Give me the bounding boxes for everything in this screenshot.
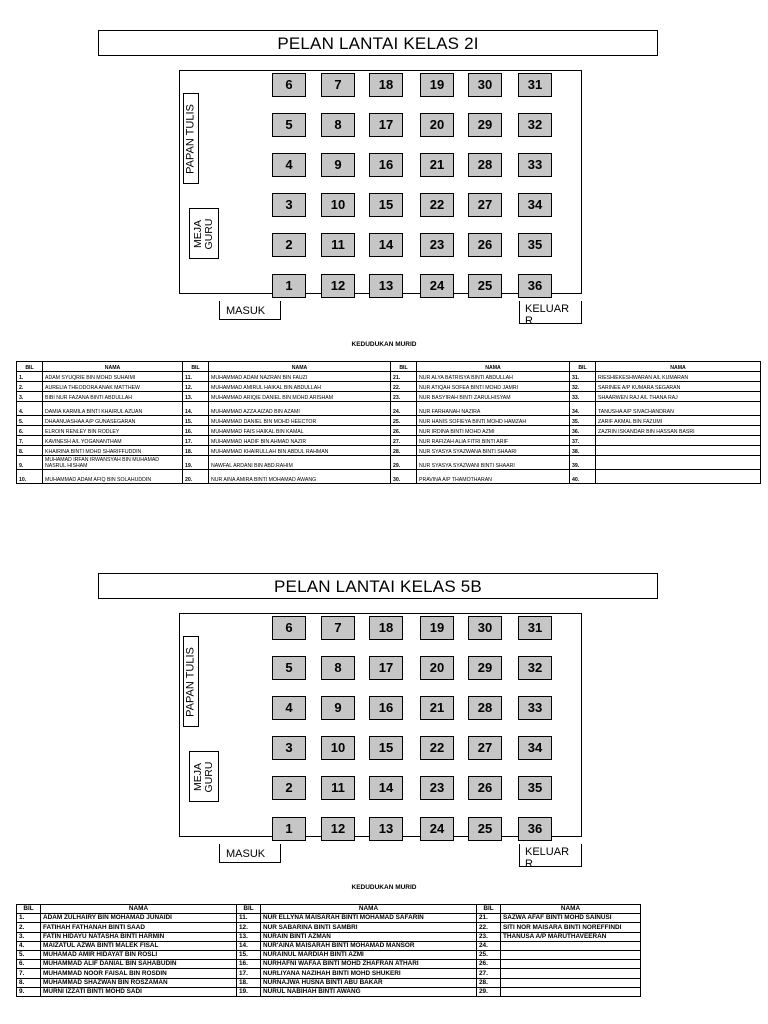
cell-name: MUHAMMAD SHAZWAN BIN ROSZAMAN <box>41 978 237 987</box>
cell-name: SAZWA AFAF BINTI MOHD SAINUSI <box>501 914 641 923</box>
cell-name: SHAARWEN RAJ A/L THANA RAJ <box>596 392 761 402</box>
cell-name <box>596 470 761 484</box>
cell-number: 3. <box>17 932 41 941</box>
seat-27: 27 <box>468 193 502 217</box>
seat-5: 5 <box>272 113 306 137</box>
seat-17: 17 <box>369 656 403 680</box>
cell-name: MUHAMMAD HADIF BIN AHMAD NAZIR <box>209 436 391 446</box>
seat-24: 24 <box>420 817 454 841</box>
cell-number: 12. <box>183 382 209 392</box>
table-row <box>17 941 641 950</box>
cell-number: 14. <box>237 941 261 950</box>
cell-name: ZARIF AKMAL BIN FAZUMI <box>596 416 761 426</box>
seat-25: 25 <box>468 274 502 298</box>
cell-name: ELROIN RENLEY BIN RODLEY <box>43 426 183 436</box>
cell-number: 15. <box>183 416 209 426</box>
cell-number: 1. <box>17 914 41 923</box>
cell-number: 22. <box>391 382 417 392</box>
cell-name: ADAM SYUQRIE BIN MOHD SUHAIMI <box>43 372 183 382</box>
seat-9: 9 <box>321 153 355 177</box>
cell-name <box>501 950 641 959</box>
seat-28: 28 <box>468 153 502 177</box>
cell-name: FATIHAH FATHANAH BINTI SAAD <box>41 923 237 932</box>
cell-name: NURHAFNI WAFAA BINTI MOHD ZHAFRAN ATHARI <box>261 960 477 969</box>
seating-table <box>16 904 641 997</box>
seat-29: 29 <box>468 113 502 137</box>
table-row <box>17 987 641 996</box>
seat-30: 30 <box>468 73 502 97</box>
cell-number: 6. <box>17 426 43 436</box>
cell-name: DHAANUASHAA A/P GUNASEGARAN <box>43 416 183 426</box>
seat-1: 1 <box>272 274 306 298</box>
seat-29: 29 <box>468 656 502 680</box>
cell-number: 16. <box>237 960 261 969</box>
seating-table-heading: KEDUDUKAN MURID <box>351 341 417 348</box>
cell-number: 25. <box>391 416 417 426</box>
cell-number: 38. <box>570 446 596 456</box>
cell-number: 31. <box>570 372 596 382</box>
cell-name: NAWFAL ARDANI BIN ABD.RAHIM <box>209 456 391 470</box>
cell-name: SARINEE A/P KUMARA SEGARAN <box>596 382 761 392</box>
cell-number: 28. <box>477 978 501 987</box>
seat-19: 19 <box>420 616 454 640</box>
cell-number: 5. <box>17 416 43 426</box>
table-row <box>17 446 761 456</box>
seat-30: 30 <box>468 616 502 640</box>
cell-name: MAIZATUL AZWA BINTI MALEK FISAL <box>41 941 237 950</box>
teacher-desk <box>189 208 219 259</box>
cell-name: MUHAMAD IRFAN IRWANSYAH BIN MUHAMAD NASRUL HISHAM <box>43 456 183 470</box>
cell-name: MUHAMMAD AMIRUL HAIKAL BIN ABDULLAH <box>209 382 391 392</box>
seat-5: 5 <box>272 656 306 680</box>
seat-3: 3 <box>272 193 306 217</box>
cell-number: 11. <box>237 914 261 923</box>
teacher-desk <box>189 751 219 802</box>
cell-name: NURLIYANA NAZIHAH BINTI MOHD SHUKERI <box>261 969 477 978</box>
table-row <box>17 950 641 959</box>
teacher-desk-label: MEJA GURU <box>192 761 215 792</box>
cell-name: ZAZRIN ISKANDAR BIN HASSAN BASRI <box>596 426 761 436</box>
cell-number: 13. <box>237 932 261 941</box>
seat-24: 24 <box>420 274 454 298</box>
cell-number: 8. <box>17 446 43 456</box>
seat-11: 11 <box>321 776 355 800</box>
cell-number: 30. <box>391 470 417 484</box>
entrance-door: MASUK <box>219 301 281 320</box>
seat-8: 8 <box>321 656 355 680</box>
teacher-desk-label: MEJA GURU <box>192 218 215 249</box>
column-header-nama: NAMA <box>209 362 391 372</box>
cell-number: 13. <box>183 392 209 402</box>
cell-name: RIESHIEKESHWARAN A/L KUMARAN <box>596 372 761 382</box>
cell-name: NUR HANIS SOFIEYA BINTI MOHD HAMZAH <box>417 416 570 426</box>
cell-name: NUR FARHANAH NAZIRA <box>417 402 570 416</box>
seat-3: 3 <box>272 736 306 760</box>
cell-number: 5. <box>17 950 41 959</box>
seat-26: 26 <box>468 776 502 800</box>
cell-number: 4. <box>17 402 43 416</box>
table-row <box>17 392 761 402</box>
cell-number: 15. <box>237 950 261 959</box>
cell-number: 33. <box>570 392 596 402</box>
cell-name: MUHAMMAD ALIF DANIAL BIN SAHABUDIN <box>41 960 237 969</box>
cell-name: NURNAJWA HUSNA BINTI ABU BAKAR <box>261 978 477 987</box>
cell-number: 19. <box>183 456 209 470</box>
cell-number: 28. <box>391 446 417 456</box>
cell-name <box>596 436 761 446</box>
cell-name: NUR SABARINA BINTI SAMBRI <box>261 923 477 932</box>
seat-4: 4 <box>272 153 306 177</box>
table-row <box>17 932 641 941</box>
cell-name: MUHAMMAD FAIS HAIKAL BIN KAMAL <box>209 426 391 436</box>
seat-17: 17 <box>369 113 403 137</box>
column-header-nama: NAMA <box>43 362 183 372</box>
cell-number: 23. <box>391 392 417 402</box>
seat-23: 23 <box>420 776 454 800</box>
cell-name: NURAINUL MARDIAH BINTI AZMI <box>261 950 477 959</box>
column-header-nama: NAMA <box>261 905 477 914</box>
column-header-bil: BIL <box>477 905 501 914</box>
cell-number: 29. <box>391 456 417 470</box>
seat-20: 20 <box>420 656 454 680</box>
cell-name: NUR'AINA MAISARAH BINTI MOHAMAD MANSOR <box>261 941 477 950</box>
seat-16: 16 <box>369 153 403 177</box>
cell-number: 17. <box>237 969 261 978</box>
seat-26: 26 <box>468 233 502 257</box>
seat-27: 27 <box>468 736 502 760</box>
cell-name: NUR ATIQAH SOFEA BINTI MOHD JAMRI <box>417 382 570 392</box>
classroom-floor-plan <box>179 70 582 294</box>
seat-22: 22 <box>420 736 454 760</box>
seat-4: 4 <box>272 696 306 720</box>
seat-10: 10 <box>321 736 355 760</box>
exit-door: KELUAR R <box>519 844 582 867</box>
seat-15: 15 <box>369 193 403 217</box>
seat-18: 18 <box>369 616 403 640</box>
cell-number: 18. <box>237 978 261 987</box>
cell-number: 37. <box>570 436 596 446</box>
seat-20: 20 <box>420 113 454 137</box>
seat-8: 8 <box>321 113 355 137</box>
cell-number: 25. <box>477 950 501 959</box>
whiteboard-label: PAPAN TULIS <box>184 646 197 717</box>
cell-name: MUHAMMAD NOOR FAISAL BIN ROSDIN <box>41 969 237 978</box>
seat-18: 18 <box>369 73 403 97</box>
table-row <box>17 382 761 392</box>
seat-34: 34 <box>518 193 552 217</box>
cell-name: NURUL NABIHAH BINTI AWANG <box>261 987 477 996</box>
cell-number: 27. <box>391 436 417 446</box>
seat-31: 31 <box>518 616 552 640</box>
cell-name: MUHAMMAD KHAIRULLAH BIN ABDUL RAHMAN <box>209 446 391 456</box>
seating-table <box>16 361 761 484</box>
cell-name: AURELIA THEODORA ANAK MATTHEW <box>43 382 183 392</box>
seat-34: 34 <box>518 736 552 760</box>
seat-32: 32 <box>518 656 552 680</box>
cell-name: MUHAMMAD DANIEL BIN MOHD HEECTOR <box>209 416 391 426</box>
column-header-bil: BIL <box>17 362 43 372</box>
seat-15: 15 <box>369 736 403 760</box>
cell-number: 17. <box>183 436 209 446</box>
cell-name: MURNI IZZATI BINTI MOHD SADI <box>41 987 237 996</box>
column-header-bil: BIL <box>17 905 41 914</box>
seat-25: 25 <box>468 817 502 841</box>
cell-number: 1. <box>17 372 43 382</box>
table-row <box>17 969 641 978</box>
cell-name: MUHAMMAD ADAM AFIQ BIN SOLAHUDDIN <box>43 470 183 484</box>
table-row <box>17 960 641 969</box>
cell-name: NUR IRDINA BINTI MOHD AZMI <box>417 426 570 436</box>
cell-name <box>501 941 641 950</box>
cell-number: 26. <box>477 960 501 969</box>
seat-14: 14 <box>369 776 403 800</box>
cell-name: MUHAMAD AMIR HIDAYAT BIN ROSLI <box>41 950 237 959</box>
seating-table-heading: KEDUDUKAN MURID <box>351 884 417 891</box>
cell-name: THANUSA A/P MARUTHAVEERAN <box>501 932 641 941</box>
cell-number: 14. <box>183 402 209 416</box>
cell-name <box>596 446 761 456</box>
seat-6: 6 <box>272 73 306 97</box>
seat-2: 2 <box>272 776 306 800</box>
cell-number: 21. <box>391 372 417 382</box>
seat-6: 6 <box>272 616 306 640</box>
cell-number: 27. <box>477 969 501 978</box>
seat-14: 14 <box>369 233 403 257</box>
cell-number: 10. <box>17 470 43 484</box>
seat-7: 7 <box>321 616 355 640</box>
seat-12: 12 <box>321 817 355 841</box>
cell-name <box>501 978 641 987</box>
seat-31: 31 <box>518 73 552 97</box>
seat-28: 28 <box>468 696 502 720</box>
cell-number: 2. <box>17 382 43 392</box>
cell-name: ADAM ZULHAIRY BIN MOHAMAD JUNAIDI <box>41 914 237 923</box>
cell-number: 39. <box>570 456 596 470</box>
cell-number: 3. <box>17 392 43 402</box>
cell-name: NUR SYASYA SYAZWANI BINTI SHAARI <box>417 456 570 470</box>
table-row <box>17 402 761 416</box>
seat-36: 36 <box>518 274 552 298</box>
cell-name: KHAIRINA BINTI MOHD SHARIFFUDDIN <box>43 446 183 456</box>
seat-21: 21 <box>420 153 454 177</box>
seat-22: 22 <box>420 193 454 217</box>
cell-number: 16. <box>183 426 209 436</box>
cell-number: 12. <box>237 923 261 932</box>
seat-35: 35 <box>518 233 552 257</box>
table-row <box>17 426 761 436</box>
cell-name <box>501 969 641 978</box>
table-row <box>17 372 761 382</box>
cell-name: TANUSHA A/P SIVACHANDRAN <box>596 402 761 416</box>
column-header-bil: BIL <box>570 362 596 372</box>
table-row <box>17 470 761 484</box>
cell-number: 35. <box>570 416 596 426</box>
cell-name: MUHAMMAD AZZA AIZAD BIN AZAMI <box>209 402 391 416</box>
cell-number: 36. <box>570 426 596 436</box>
floor-plan-title: PELAN LANTAI KELAS 2I <box>98 30 658 56</box>
cell-name: NUR BASYIRAH BINTI ZARULHISYAM <box>417 392 570 402</box>
cell-name <box>501 987 641 996</box>
column-header-bil: BIL <box>391 362 417 372</box>
seat-10: 10 <box>321 193 355 217</box>
seat-1: 1 <box>272 817 306 841</box>
seat-33: 33 <box>518 696 552 720</box>
table-row <box>17 416 761 426</box>
column-header-nama: NAMA <box>417 362 570 372</box>
seat-36: 36 <box>518 817 552 841</box>
cell-name: SITI NOR MAISARA BINTI NOREFFINDI <box>501 923 641 932</box>
cell-number: 8. <box>17 978 41 987</box>
whiteboard <box>183 93 199 184</box>
seat-12: 12 <box>321 274 355 298</box>
cell-name: NUR ELLYNA MAISARAH BINTI MOHAMAD SAFARIN <box>261 914 477 923</box>
cell-name: PRAVINA A/P THAMOTHARAN <box>417 470 570 484</box>
column-header-bil: BIL <box>237 905 261 914</box>
cell-number: 2. <box>17 923 41 932</box>
cell-number: 7. <box>17 436 43 446</box>
seat-2: 2 <box>272 233 306 257</box>
whiteboard-label: PAPAN TULIS <box>184 103 197 174</box>
table-row <box>17 923 641 932</box>
cell-name: MUHAMMAD ADAM NAZRAN BIN FAUZI <box>209 372 391 382</box>
cell-number: 18. <box>183 446 209 456</box>
cell-number: 9. <box>17 456 43 470</box>
exit-door: KELUAR R <box>519 301 582 324</box>
cell-name: KAVINESH A/L YOGANANTHAM <box>43 436 183 446</box>
cell-number: 32. <box>570 382 596 392</box>
cell-number: 24. <box>477 941 501 950</box>
cell-number: 6. <box>17 960 41 969</box>
column-header-nama: NAMA <box>41 905 237 914</box>
seat-23: 23 <box>420 233 454 257</box>
cell-name <box>596 456 761 470</box>
cell-number: 29. <box>477 987 501 996</box>
entrance-door: MASUK <box>219 844 281 863</box>
seat-16: 16 <box>369 696 403 720</box>
cell-name: NUR ALYA BATRISYA BINTI ABDULLAH <box>417 372 570 382</box>
column-header-nama: NAMA <box>596 362 761 372</box>
cell-number: 7. <box>17 969 41 978</box>
cell-number: 23. <box>477 932 501 941</box>
whiteboard <box>183 636 199 727</box>
cell-name <box>501 960 641 969</box>
cell-number: 40. <box>570 470 596 484</box>
seat-35: 35 <box>518 776 552 800</box>
floor-plan-title: PELAN LANTAI KELAS 5B <box>98 573 658 599</box>
cell-name: NUR SYASYA SYAZWANA BINTI SHAARI <box>417 446 570 456</box>
cell-number: 21. <box>477 914 501 923</box>
seat-19: 19 <box>420 73 454 97</box>
cell-number: 20. <box>183 470 209 484</box>
cell-name: NUR RAFIZAH ALIA FITRI BINTI ARIF <box>417 436 570 446</box>
column-header-bil: BIL <box>183 362 209 372</box>
cell-name: NURAIN BINTI AZMAN <box>261 932 477 941</box>
table-row <box>17 436 761 446</box>
table-row <box>17 456 761 470</box>
cell-number: 9. <box>17 987 41 996</box>
cell-number: 34. <box>570 402 596 416</box>
seat-9: 9 <box>321 696 355 720</box>
cell-number: 11. <box>183 372 209 382</box>
cell-number: 26. <box>391 426 417 436</box>
classroom-floor-plan <box>179 613 582 837</box>
cell-name: DAMIA KARMILA BINTI KHAIRUL AZUAN <box>43 402 183 416</box>
seat-21: 21 <box>420 696 454 720</box>
cell-name: MUHAMMAD ARIQIE DANIEL BIN MOHD ARISHAM <box>209 392 391 402</box>
table-row <box>17 978 641 987</box>
cell-name: NUR AINA AMIRA BINTI MOHAMAD AWANG <box>209 470 391 484</box>
seat-7: 7 <box>321 73 355 97</box>
seat-32: 32 <box>518 113 552 137</box>
seat-13: 13 <box>369 274 403 298</box>
cell-number: 22. <box>477 923 501 932</box>
table-row <box>17 914 641 923</box>
cell-name: BIBI NUR FAZANA BINTI ABDULLAH <box>43 392 183 402</box>
cell-number: 4. <box>17 941 41 950</box>
cell-number: 19. <box>237 987 261 996</box>
seat-13: 13 <box>369 817 403 841</box>
cell-name: FATIN HIDAYU NATASHA BINTI HARMIN <box>41 932 237 941</box>
cell-number: 24. <box>391 402 417 416</box>
seat-11: 11 <box>321 233 355 257</box>
column-header-nama: NAMA <box>501 905 641 914</box>
seat-33: 33 <box>518 153 552 177</box>
